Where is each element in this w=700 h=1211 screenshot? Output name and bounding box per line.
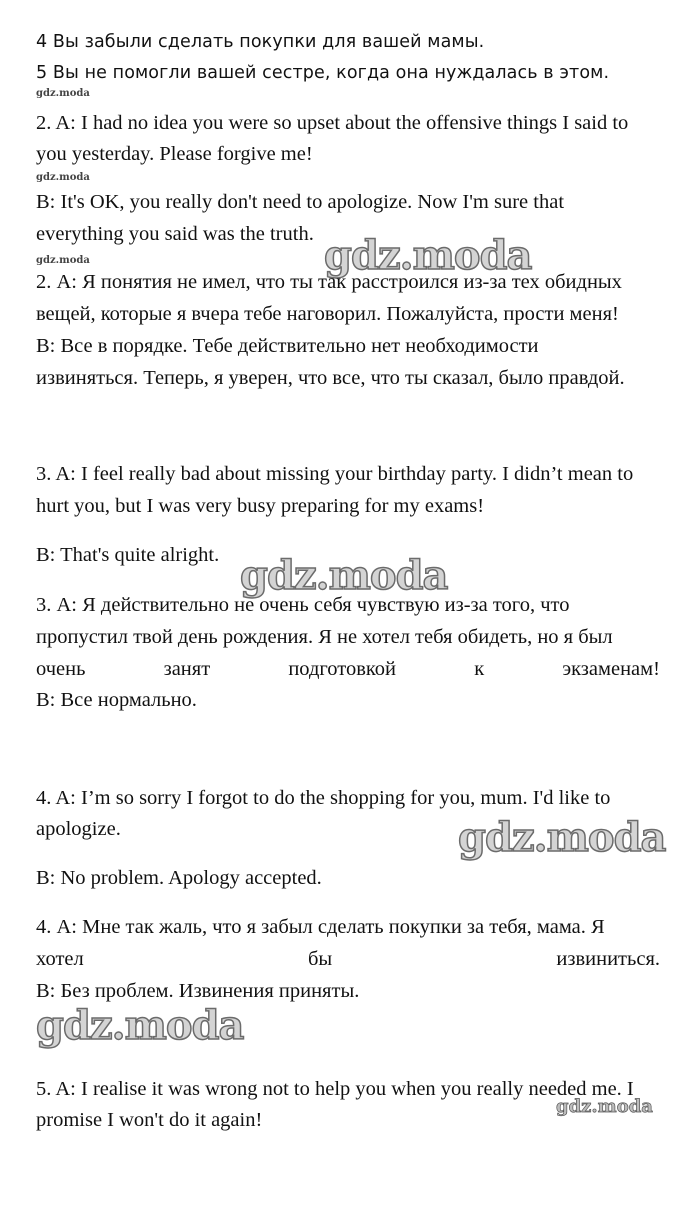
dialogue-line: B: No problem. Apology accepted. [36, 867, 322, 889]
watermark-small: gdz.moda [36, 172, 90, 183]
translation-line: 4. А: Мне так жаль, что я забыл сделать покупки за тебя, мама. Я [36, 916, 605, 938]
dialogue-line: promise I won't do it again! [36, 1109, 263, 1131]
dialogue-line: 3. A: I feel really bad about missing your birthday party. I didn’t mean to [36, 463, 634, 485]
word: бы [307, 948, 333, 970]
dialogue-line: B: That's quite alright. [36, 544, 220, 566]
watermark-small: gdz.moda [36, 255, 90, 266]
translation-line: вещей, которые я вчера тебе наговорил. Пожалуйста, прости меня! [36, 303, 619, 325]
watermark-large: gdz.moda [36, 1002, 244, 1049]
translation-line: В: Все в порядке. Тебе действительно нет необходимости [36, 335, 539, 357]
dialogue-line: 5. A: I realise it was wrong not to help you when you really needed me. I [36, 1078, 634, 1100]
dialogue-line: B: It's OK, you really don't need to apologize. Now I'm sure that [36, 191, 565, 213]
word: экзаменам! [562, 658, 660, 680]
dialogue-line: 4. A: I’m so sorry I forgot to do the shopping for you, mum. I'd like to [36, 787, 611, 809]
translation-line: извиняться. Теперь, я уверен, что все, что ты сказал, было правдой. [36, 367, 625, 389]
translation-line: пропустил твой день рождения. Я не хотел тебя обидеть, но я был [36, 626, 613, 648]
word: подготовкой [288, 658, 397, 680]
word: извиниться. [556, 948, 660, 970]
watermark-small: gdz.moda [556, 1096, 653, 1117]
translation-line: В: Без проблем. Извинения приняты. [36, 980, 360, 1002]
translation-line: В: Все нормально. [36, 689, 197, 711]
word: к [474, 658, 485, 680]
watermark-large: gdz.moda [240, 552, 448, 599]
translation-line: 2. А: Я понятия не имел, что ты так расстроился из-за тех обидных [36, 271, 622, 293]
translation-line-justified [36, 947, 660, 971]
watermark-large: gdz.moda [458, 814, 666, 861]
word: занят [163, 658, 211, 680]
word: хотел [36, 948, 84, 970]
watermark-large: gdz.moda [324, 232, 532, 279]
translation-line: 3. А: Я действительно не очень себя чувствую из-за того, что [36, 594, 570, 616]
word: очень [36, 658, 86, 680]
watermark-small: gdz.moda [36, 88, 90, 99]
dialogue-line: you yesterday. Please forgive me! [36, 143, 313, 165]
translation-line-justified [36, 657, 660, 681]
task-line: 4 Вы забыли сделать покупки для вашей мамы. [36, 32, 485, 52]
dialogue-line: 2. A: I had no idea you were so upset about the offensive things I said to [36, 112, 629, 134]
dialogue-line: apologize. [36, 818, 121, 840]
dialogue-line: everything you said was the truth. [36, 223, 314, 245]
task-line: 5 Вы не помогли вашей сестре, когда она нуждалась в этом. [36, 63, 610, 83]
dialogue-line: hurt you, but I was very busy preparing for my exams! [36, 495, 485, 517]
